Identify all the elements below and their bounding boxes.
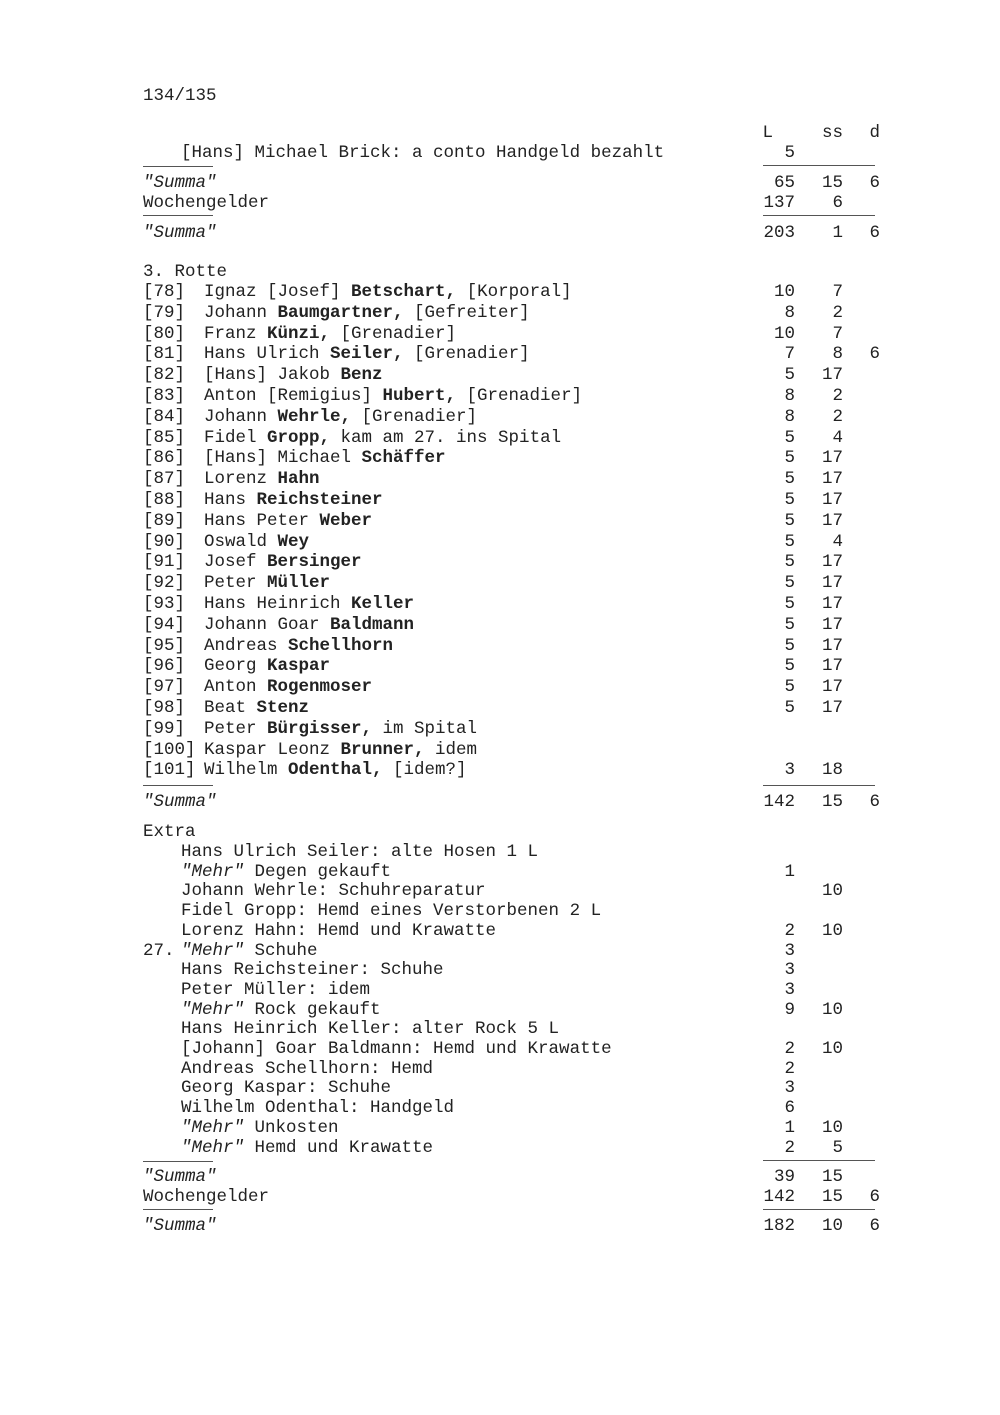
roster-entry-ss-value: 17 <box>821 677 843 698</box>
roster-number <box>143 365 185 385</box>
roster-entry <box>204 386 582 406</box>
roster-given-name: Hans Ulrich <box>204 344 331 365</box>
roster-entry <box>204 469 320 489</box>
roster-note: [Grenadier] <box>351 406 478 427</box>
roster-entry-ss-value: 7 <box>832 323 843 344</box>
extra-entry-text: Wilhelm Odenthal: Handgeld <box>181 1098 455 1119</box>
roster-number <box>143 511 185 531</box>
separator-rule <box>143 1161 213 1162</box>
roster-entry-l-value: 8 <box>784 406 795 427</box>
subtotal-1-label-text: "Summa" <box>143 173 217 193</box>
extra-entry-ss-value: 10 <box>821 881 843 902</box>
subtotal-1-ss-value: 15 <box>821 173 843 193</box>
roster-entry-ss-value: 4 <box>832 531 843 552</box>
roster-number <box>143 344 185 364</box>
roster-entry <box>204 573 330 593</box>
extra-entry-text: Rock gekauft <box>244 999 381 1020</box>
roster-number <box>143 532 185 552</box>
roster-given-name: Lorenz <box>204 469 278 490</box>
roster-given-name: Peter <box>204 718 268 739</box>
roster-entry <box>204 511 372 531</box>
subtotal-2-label <box>143 792 217 812</box>
roster-given-name: Ignaz [Josef] <box>204 282 352 302</box>
extra-entry <box>181 881 486 901</box>
extra-date-text: 27. <box>143 940 175 961</box>
roster-entry <box>204 365 383 385</box>
subtotal-2-ss-value: 15 <box>821 792 843 812</box>
roster-entry <box>204 760 467 780</box>
roster-entry <box>204 282 572 302</box>
roster-entry-l-value: 5 <box>784 635 795 656</box>
subtotal-1-label <box>143 173 217 193</box>
roster-number-text: [86] <box>143 448 186 469</box>
roster-surname: Schäffer <box>361 448 446 469</box>
roster-entry-l-value: 10 <box>773 282 795 302</box>
roster-entry-l-value: 8 <box>784 302 795 323</box>
roster-number <box>143 469 185 489</box>
roster-number-text: [88] <box>143 490 186 510</box>
extra-entry <box>181 980 370 1000</box>
weekly-money-1-l-value: 137 <box>763 193 795 213</box>
roster-note: [idem?] <box>382 760 467 781</box>
weekly-money-2-label-text: Wochengelder <box>143 1187 270 1207</box>
roster-number-text: [99] <box>143 718 186 739</box>
total-1-ss-value: 1 <box>832 223 843 243</box>
total-2-l-value: 182 <box>763 1216 795 1236</box>
extra-entry <box>181 1138 433 1158</box>
weekly-money-2-l-value: 142 <box>763 1187 795 1207</box>
roster-surname: Wehrle, <box>277 406 352 427</box>
roster-entry-ss-value: 17 <box>821 635 843 656</box>
roster-number <box>143 303 185 323</box>
roster-entry <box>204 344 530 364</box>
weekly-money-2-ss-value: 15 <box>821 1187 843 1207</box>
intro-entry <box>181 143 664 163</box>
roster-entry-ss-value: 17 <box>821 365 843 386</box>
roster-number <box>143 677 185 697</box>
roster-given-name: [Hans] Michael <box>204 448 362 469</box>
extra-entry <box>181 1098 454 1118</box>
extra-entry-ss-value: 10 <box>821 1039 843 1059</box>
roster-entry-ss-value: 17 <box>821 698 843 718</box>
extra-date <box>143 941 175 961</box>
separator-rule <box>763 785 875 786</box>
roster-given-name: Franz <box>204 323 268 344</box>
roster-entry-ss-value: 2 <box>832 386 843 406</box>
subtotal-3-ss-value: 15 <box>821 1167 843 1187</box>
extra-entry-text: Hans Heinrich Keller: alter Rock 5 L <box>181 1019 560 1040</box>
roster-number <box>143 386 185 406</box>
roster-entry-l-value: 5 <box>784 552 795 573</box>
roster-given-name: Johann <box>204 406 278 427</box>
total-1-label <box>143 223 217 243</box>
extra-entry <box>181 960 444 980</box>
roster-entry-l-value: 7 <box>784 344 795 365</box>
separator-rule <box>763 165 875 166</box>
extra-entry-text: Fidel Gropp: Hemd eines Verstorbenen 2 L <box>181 901 602 922</box>
extra-entry-l-value: 9 <box>784 999 795 1020</box>
roster-number <box>143 698 185 718</box>
roster-given-name: Andreas <box>204 635 289 656</box>
roster-number-text: [96] <box>143 656 186 677</box>
extra-mehr-label: "Mehr" <box>181 861 245 882</box>
roster-given-name: Hans <box>204 490 257 510</box>
roster-entry <box>204 594 414 614</box>
roster-number-text: [98] <box>143 698 186 718</box>
section-title-text: 3. Rotte <box>143 262 228 282</box>
roster-entry-l-value: 10 <box>773 323 795 344</box>
roster-number <box>143 740 196 760</box>
extra-entry-text: Georg Kaspar: Schuhe <box>181 1078 392 1099</box>
roster-number-text: [95] <box>143 635 186 656</box>
roster-number <box>143 282 185 302</box>
extra-entry <box>181 1000 381 1020</box>
extra-mehr-label: "Mehr" <box>181 940 245 961</box>
page-number <box>143 86 217 106</box>
roster-number-text: [97] <box>143 677 186 698</box>
extra-entry <box>181 1019 559 1039</box>
roster-number-text: [100] <box>143 739 196 760</box>
total-2-d-value: 6 <box>869 1216 880 1236</box>
subtotal-3-label-text: "Summa" <box>143 1167 217 1187</box>
extra-entry-l-value: 1 <box>784 861 795 882</box>
separator-rule <box>763 215 875 216</box>
extra-entry-l-value: 6 <box>784 1098 795 1119</box>
roster-entry-ss-value: 8 <box>832 344 843 365</box>
total-2-label <box>143 1216 217 1236</box>
roster-number-text: [85] <box>143 427 186 448</box>
roster-number <box>143 615 185 635</box>
roster-entry-l-value: 5 <box>784 448 795 469</box>
extra-entry-l-value: 3 <box>784 979 795 1000</box>
extra-entry-text: Hans Reichsteiner: Schuhe <box>181 960 444 981</box>
roster-entry-l-value: 5 <box>784 573 795 594</box>
roster-number <box>143 448 185 468</box>
roster-number-text: [90] <box>143 531 186 552</box>
total-2-label-text: "Summa" <box>143 1216 217 1236</box>
roster-entry-l-value: 5 <box>784 698 795 718</box>
roster-note: [Grenadier] <box>456 386 583 406</box>
header-col-l: L <box>762 123 773 143</box>
section-title <box>143 262 227 282</box>
roster-entry <box>204 740 477 760</box>
roster-entry-ss-value: 17 <box>821 448 843 469</box>
roster-number-text: [101] <box>143 760 196 781</box>
roster-number <box>143 490 185 510</box>
roster-entry <box>204 532 309 552</box>
roster-surname: Wey <box>277 531 310 552</box>
roster-given-name: [Hans] Jakob <box>204 365 341 386</box>
roster-number-text: [93] <box>143 594 186 614</box>
roster-entry-l-value: 5 <box>784 490 795 510</box>
weekly-money-2-label <box>143 1187 269 1207</box>
extra-entry-text: Johann Wehrle: Schuhreparatur <box>181 881 486 902</box>
extra-entry-ss-value: 5 <box>832 1137 843 1158</box>
roster-entry-ss-value: 17 <box>821 552 843 573</box>
roster-entry-l-value: 5 <box>784 531 795 552</box>
roster-surname: Stenz <box>256 698 310 718</box>
separator-rule <box>143 1209 213 1210</box>
roster-given-name: Beat <box>204 698 257 718</box>
extra-entry-text: Schuhe <box>244 940 318 961</box>
roster-entry-ss-value: 17 <box>821 490 843 510</box>
separator-rule <box>143 215 213 216</box>
roster-entry-ss-value: 4 <box>832 427 843 448</box>
roster-given-name: Wilhelm <box>204 760 289 781</box>
roster-surname: Rogenmoser <box>267 677 373 698</box>
extra-entry <box>181 862 391 882</box>
roster-number <box>143 428 185 448</box>
roster-number <box>143 760 196 780</box>
roster-number <box>143 324 185 344</box>
roster-surname: Müller <box>267 573 331 594</box>
extra-entry <box>181 921 496 941</box>
extra-entry-text: Lorenz Hahn: Hemd und Krawatte <box>181 920 497 941</box>
subtotal-2-l-value: 142 <box>763 792 795 812</box>
roster-given-name: Georg <box>204 656 268 677</box>
roster-entry-ss-value: 17 <box>821 614 843 635</box>
roster-surname: Weber <box>319 510 373 531</box>
roster-entry-ss-value: 17 <box>821 594 843 614</box>
roster-given-name: Johann Goar <box>204 614 331 635</box>
roster-number-text: [79] <box>143 302 186 323</box>
roster-entry-ss-value: 17 <box>821 469 843 490</box>
extra-entry <box>181 1118 339 1138</box>
extra-entry-ss-value: 10 <box>821 1117 843 1138</box>
roster-entry-ss-value: 7 <box>832 282 843 302</box>
roster-entry <box>204 698 309 718</box>
extra-entry-text: Degen gekauft <box>244 861 392 882</box>
extra-entry <box>181 1039 612 1059</box>
extra-entry <box>181 1059 433 1079</box>
roster-entry <box>204 428 561 448</box>
roster-number <box>143 719 185 739</box>
extra-entry <box>181 901 601 921</box>
weekly-money-1-label <box>143 193 269 213</box>
roster-surname: Gropp, <box>267 427 331 448</box>
roster-entry <box>204 303 530 323</box>
weekly-money-1-ss-value: 6 <box>832 193 843 213</box>
extra-mehr-label: "Mehr" <box>181 1117 245 1138</box>
roster-given-name: Oswald <box>204 531 278 552</box>
total-1-l-value: 203 <box>763 223 795 243</box>
separator-rule <box>763 1209 875 1210</box>
roster-entry <box>204 552 362 572</box>
extra-entry-ss-value: 10 <box>821 999 843 1020</box>
roster-number-text: [92] <box>143 573 186 594</box>
roster-entry-ss-value: 17 <box>821 656 843 677</box>
roster-surname: Betschart, <box>351 282 457 302</box>
extra-entry-l-value: 3 <box>784 1078 795 1099</box>
extra-entry-l-value: 2 <box>784 1058 795 1079</box>
roster-entry <box>204 490 383 510</box>
subtotal-1-d-value: 6 <box>869 173 880 193</box>
extra-entry-l-value: 3 <box>784 940 795 961</box>
separator-rule <box>143 785 213 786</box>
extra-entry-text: [Johann] Goar Baldmann: Hemd und Krawatte <box>181 1039 612 1059</box>
total-2-ss-value: 10 <box>821 1216 843 1236</box>
roster-given-name: Josef <box>204 552 268 573</box>
roster-entry <box>204 407 477 427</box>
roster-number-text: [89] <box>143 510 186 531</box>
roster-surname: Brunner, <box>340 739 425 760</box>
roster-surname: Baldmann <box>330 614 415 635</box>
roster-number-text: [81] <box>143 344 186 365</box>
roster-given-name: Hans Heinrich <box>204 594 352 614</box>
roster-surname: Künzi, <box>267 323 331 344</box>
roster-number <box>143 552 185 572</box>
roster-entry-ss-value: 17 <box>821 510 843 531</box>
roster-entry-ss-value: 17 <box>821 573 843 594</box>
extra-entry-ss-value: 10 <box>821 920 843 941</box>
roster-number-text: [84] <box>143 406 186 427</box>
subtotal-2-label-text: "Summa" <box>143 792 217 812</box>
roster-surname: Keller <box>351 594 415 614</box>
roster-given-name: Hans Peter <box>204 510 320 531</box>
weekly-money-1-label-text: Wochengelder <box>143 193 270 213</box>
roster-number <box>143 636 185 656</box>
extra-entry-text: Andreas Schellhorn: Hemd <box>181 1058 434 1079</box>
separator-rule <box>763 1160 875 1161</box>
roster-number-text: [78] <box>143 282 186 302</box>
roster-surname: Benz <box>340 365 383 386</box>
roster-note: [Grenadier] <box>330 323 457 344</box>
roster-given-name: Anton [Remigius] <box>204 386 383 406</box>
roster-surname: Reichsteiner <box>256 490 383 510</box>
roster-surname: Hahn <box>277 469 320 490</box>
roster-entry <box>204 719 477 739</box>
roster-number-text: [83] <box>143 386 186 406</box>
subtotal-3-l-value: 39 <box>773 1167 795 1187</box>
extra-entry-text: Unkosten <box>244 1117 339 1138</box>
roster-entry-ss-value: 2 <box>832 302 843 323</box>
roster-entry <box>204 615 414 635</box>
subtotal-3-label <box>143 1167 217 1187</box>
roster-number-text: [91] <box>143 552 186 573</box>
roster-number-text: [82] <box>143 365 186 386</box>
roster-given-name: Peter <box>204 573 268 594</box>
roster-entry-ss-value: 2 <box>832 406 843 427</box>
roster-entry-l-value: 5 <box>784 656 795 677</box>
roster-note: kam am 27. ins Spital <box>330 427 562 448</box>
total-1-d-value: 6 <box>869 223 880 243</box>
extra-entry-l-value: 3 <box>784 960 795 981</box>
roster-number <box>143 573 185 593</box>
intro-entry-l-value: 5 <box>784 143 795 163</box>
roster-entry-l-value: 5 <box>784 614 795 635</box>
roster-given-name: Johann <box>204 302 278 323</box>
roster-number-text: [94] <box>143 614 186 635</box>
extra-entry <box>181 842 538 862</box>
header-col-ss: ss <box>821 123 843 143</box>
roster-entry-ss-value: 18 <box>821 760 843 781</box>
extra-entry <box>181 1078 391 1098</box>
weekly-money-2-d-value: 6 <box>869 1187 880 1207</box>
total-1-label-text: "Summa" <box>143 223 217 243</box>
roster-surname: Bersinger <box>267 552 362 573</box>
roster-entry-l-value: 5 <box>784 677 795 698</box>
roster-number-text: [80] <box>143 323 186 344</box>
roster-entry-l-value: 5 <box>784 594 795 614</box>
roster-number <box>143 594 185 614</box>
roster-number <box>143 656 185 676</box>
intro-entry-text: [Hans] Michael Brick: a conto Handgeld bezahlt <box>181 143 665 163</box>
extra-entry-l-value: 2 <box>784 920 795 941</box>
roster-entry-l-value: 5 <box>784 469 795 490</box>
roster-number-text: [87] <box>143 469 186 490</box>
extra-entry-text: Hemd und Krawatte <box>244 1137 434 1158</box>
roster-surname: Seiler, <box>330 344 404 365</box>
subtotal-2-d-value: 6 <box>869 792 880 812</box>
roster-entry <box>204 656 330 676</box>
roster-surname: Bürgisser, <box>267 718 373 739</box>
roster-surname: Kaspar <box>267 656 331 677</box>
roster-surname: Odenthal, <box>288 760 383 781</box>
roster-entry <box>204 324 456 344</box>
roster-surname: Baumgartner, <box>277 302 404 323</box>
roster-given-name: Fidel <box>204 427 268 448</box>
subtotal-1-l-value: 65 <box>773 173 795 193</box>
roster-note: [Korporal] <box>456 282 572 302</box>
roster-entry <box>204 677 372 697</box>
roster-entry-l-value: 5 <box>784 510 795 531</box>
extra-entry-l-value: 1 <box>784 1117 795 1138</box>
roster-entry-l-value: 5 <box>784 427 795 448</box>
page-number-text: 134/135 <box>143 86 217 106</box>
extra-mehr-label: "Mehr" <box>181 999 245 1020</box>
roster-number <box>143 407 185 427</box>
extra-title-text: Extra <box>143 822 196 842</box>
roster-entry-l-value: 8 <box>784 386 795 406</box>
extra-entry-text: Peter Müller: idem <box>181 979 371 1000</box>
roster-entry-d-value: 6 <box>869 344 880 365</box>
roster-entry-l-value: 3 <box>784 760 795 781</box>
roster-surname: Hubert, <box>382 386 457 406</box>
extra-entry-l-value: 2 <box>784 1039 795 1059</box>
extra-entry <box>181 941 318 961</box>
extra-entry-text: Hans Ulrich Seiler: alte Hosen 1 L <box>181 842 539 862</box>
roster-note: [Gefreiter] <box>403 302 530 323</box>
separator-rule <box>143 166 213 167</box>
header-col-d: d <box>869 123 880 143</box>
extra-entry-l-value: 2 <box>784 1137 795 1158</box>
roster-note: [Grenadier] <box>403 344 530 365</box>
roster-surname: Schellhorn <box>288 635 394 656</box>
roster-note: im Spital <box>372 718 478 739</box>
roster-entry-l-value: 5 <box>784 365 795 386</box>
roster-given-name: Kaspar Leonz <box>204 739 341 760</box>
roster-given-name: Anton <box>204 677 268 698</box>
roster-entry <box>204 636 393 656</box>
roster-entry <box>204 448 446 468</box>
extra-mehr-label: "Mehr" <box>181 1137 245 1158</box>
extra-title <box>143 822 196 842</box>
roster-note: idem <box>424 739 478 760</box>
